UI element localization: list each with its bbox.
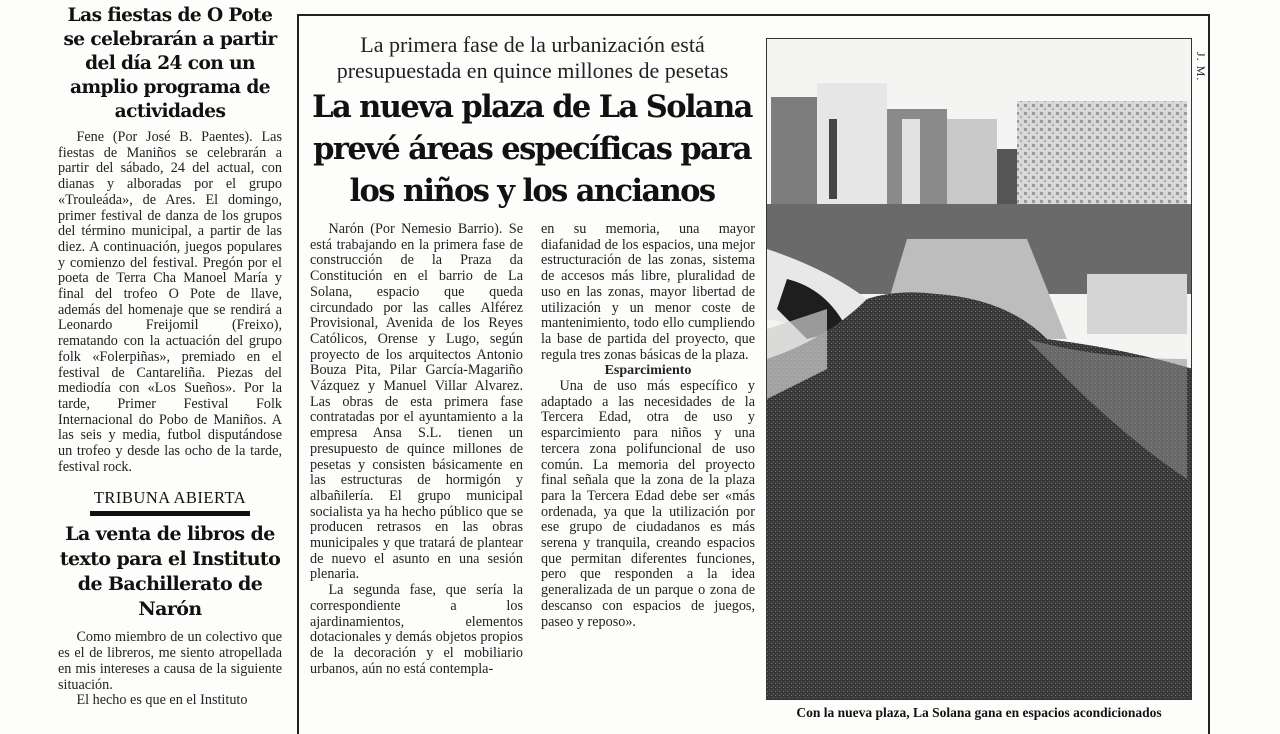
article-paragraph: La segunda fase, que sería la correspondiente a los ajardinamientos, elementos dotacionales y demás objetos propios de la decoración y el mobiliario urbanos, aún no está contempla- [310, 582, 523, 677]
article-paragraph: Narón (Por Nemesio Barrio). Se está trabajando en la primera fase de construcción de la Praza da Constitución en el barrio de La Solana, espacio que queda circundado por las calles Alférez Provisional, Avenida de los Reyes Católicos, Orense y Lugo, según proyecto de los arquitectos Antonio Bouza Pita, Pilar García-Magariño Vázquez y Manuel Villar Alvarez. Las obras de esta primera fase contratadas por el ayuntamiento a la empresa Ansa S.L. tienen un presupuesto de quince millones de pesetas y consisten básicamente en las estructuras de hormigón y albañilería. El grupo municipal socialista ya ha hecho público que se producen retrasos en las obras municipales y que tratará de plantear de nuevo el asunto en una sesión plenaria. [310, 221, 523, 583]
article-body-libros [58, 630, 282, 709]
left-column [58, 4, 282, 709]
section-rule [90, 511, 250, 516]
article-paragraph: Fene (Por José B. Paentes). Las fiestas de Maniños se celebrarán a partir del sábado, 24 del actual, con dianas y alboradas por el grupo «Trouleáda», de Ares. El domingo, primer festival de danza de los grupos del término municipal, a partir de las diez. A continuación, juegos populares y comienzo del festival. Pregón por el poeta de Terra Cha Manoel María y final del trofeo O Pote de llave, además del homenaje que se rendirá a Leonardo Freijomil (Freixo), rematando con la actuación del grupo folk «Folerpiñas», premiado en el festival de Cantareliña. Piezas del mediodía con «Los Sueños». Por la tarde, Primer Festival Folk Internacional do Pobo de Maniños. A las seis y media, futbol disputándose un trofeo y desde las ocho de la tarde, festival rock. [58, 129, 282, 475]
photo-caption: Con la nueva plaza, La Solana gana en espacios acondicionados [796, 705, 1162, 720]
article-paragraph: en su memoria, una mayor diafanidad de los espacios, una mejor estructuración de las zonas, sistema de accesos más libre, pluralidad de uso en las zonas, mayor libertad de utilización y un menor coste de mantenimiento, todo ello cumpliendo la base de partida del proyecto, que regula tres zonas básicas de la plaza. [541, 221, 755, 363]
article-column-1 [310, 222, 523, 677]
article-subhead: Esparcimiento [604, 363, 692, 379]
news-photo [766, 38, 1192, 700]
article-headline-fiestas: Las fiestas de O Pote se celebrarán a partir del día 24 con un amplio programa de actividades [63, 5, 277, 122]
article-headline-main: La nueva plaza de La Solana prevé áreas específicas para los niños y los ancianos [312, 89, 752, 209]
article-paragraph: Como miembro de un colectivo que es el de libreros, me siento atropellada en mis intereses a causa de la siguiente situación. [58, 629, 282, 693]
article-paragraph: Una de uso más específico y adaptado a las necesidades de la Tercera Edad, otra de uso y esparcimiento para niños y una tercera zona polifuncional de uso común. La memoria del proyecto final señala que la zona de la plaza para la Tercera Edad debe ser «más ordenada, ya que la utilización por ese grupo de ciudadanos es más serena y tranquila, creando espacios que permitan diferentes funciones, pero que responden a la idea generalizada de un parque o zona de descanso con espacios de juegos, paseo y reposo». [541, 378, 755, 630]
article-kicker: La primera fase de la urbanización está presupuestada en quince millones de pesetas [336, 32, 729, 83]
section-label: TRIBUNA ABIERTA [93, 488, 247, 508]
article-paragraph: El hecho es que en el Instituto [76, 692, 248, 709]
photo-credit: J. M. [1194, 52, 1208, 82]
article-column-2 [541, 222, 755, 630]
article-body-fiestas [58, 130, 282, 475]
article-headline-libros: La venta de libros de texto para el Instituto de Bachillerato de Narón [59, 523, 281, 621]
